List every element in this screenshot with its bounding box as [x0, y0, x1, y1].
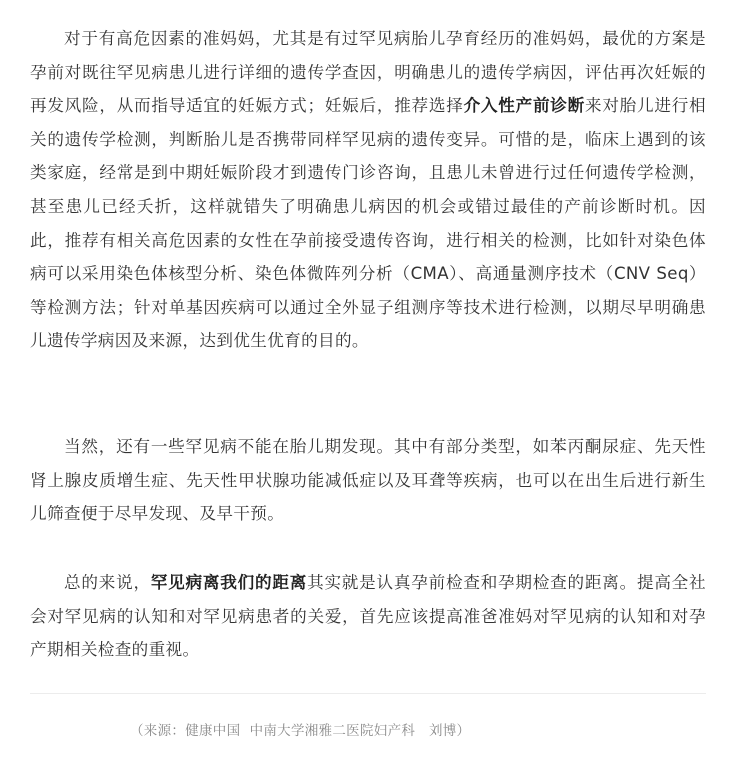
paragraph-prenatal-diagnosis: [30, 22, 706, 358]
divider: [30, 693, 706, 694]
source-credit: （来源：健康中国 中南大学湘雅二医院妇产科 刘博）: [130, 723, 471, 739]
paragraph-newborn-screening: [30, 430, 706, 531]
paragraph-3-text-a: 总的来说，: [64, 573, 151, 592]
paragraph-2-text: 当然，还有一些罕见病不能在胎儿期发现。其中有部分类型，如苯丙酮尿症、先天性肾上腺皮质增生症、先天性甲状腺功能减低症以及耳聋等疾病，也可以在出生后进行新生儿筛查便于尽早发现、及早干预。: [30, 437, 706, 524]
paragraph-1-text-b: 来对胎儿进行相关的遗传学检测，判断胎儿是否携带同样罕见病的遗传变异。可惜的是，临床上遇到的该类家庭，经常是到中期妊娠阶段才到遗传门诊咨询，且患儿未曾进行过任何遗传学检测，甚至患儿已经夭折，这样就错失了明确患儿病因的机会或错过最佳的产前诊断时机。因此，推荐有相关高危因素的女性在孕前接受遗传咨询，进行相关的检测，比如针对染色体病可以采用染色体核型分析、染色体微阵列分析（CMA）、高通量测序技术（CNV Seq）等检测方法；针对单基因疾病可以通过全外显子组测序等技术进行检测，以期尽早明确患儿遗传学病因及来源，达到优生优育的目的。: [30, 96, 707, 351]
paragraph-3-emphasis: 罕见病离我们的距离: [150, 573, 308, 592]
paragraph-conclusion: [30, 566, 706, 667]
paragraph-3-text-b: 其实就是认真孕前检查和孕期检查的距离。提高全社会对罕见病的认知和对罕见病患者的关爱，首先应该提高准爸准妈对罕见病的认知和对孕产期相关检查的重视。: [30, 573, 706, 660]
paragraph-1-text-a: 对于有高危因素的准妈妈，尤其是有过罕见病胎儿孕育经历的准妈妈，最优的方案是孕前对既往罕见病患儿进行详细的遗传学查因，明确患儿的遗传学病因，评估再次妊娠的再发风险，从而指导适宜的妊娠方式；妊娠后，推荐选择: [30, 29, 706, 116]
paragraph-1-emphasis: 介入性产前诊断: [463, 96, 585, 116]
